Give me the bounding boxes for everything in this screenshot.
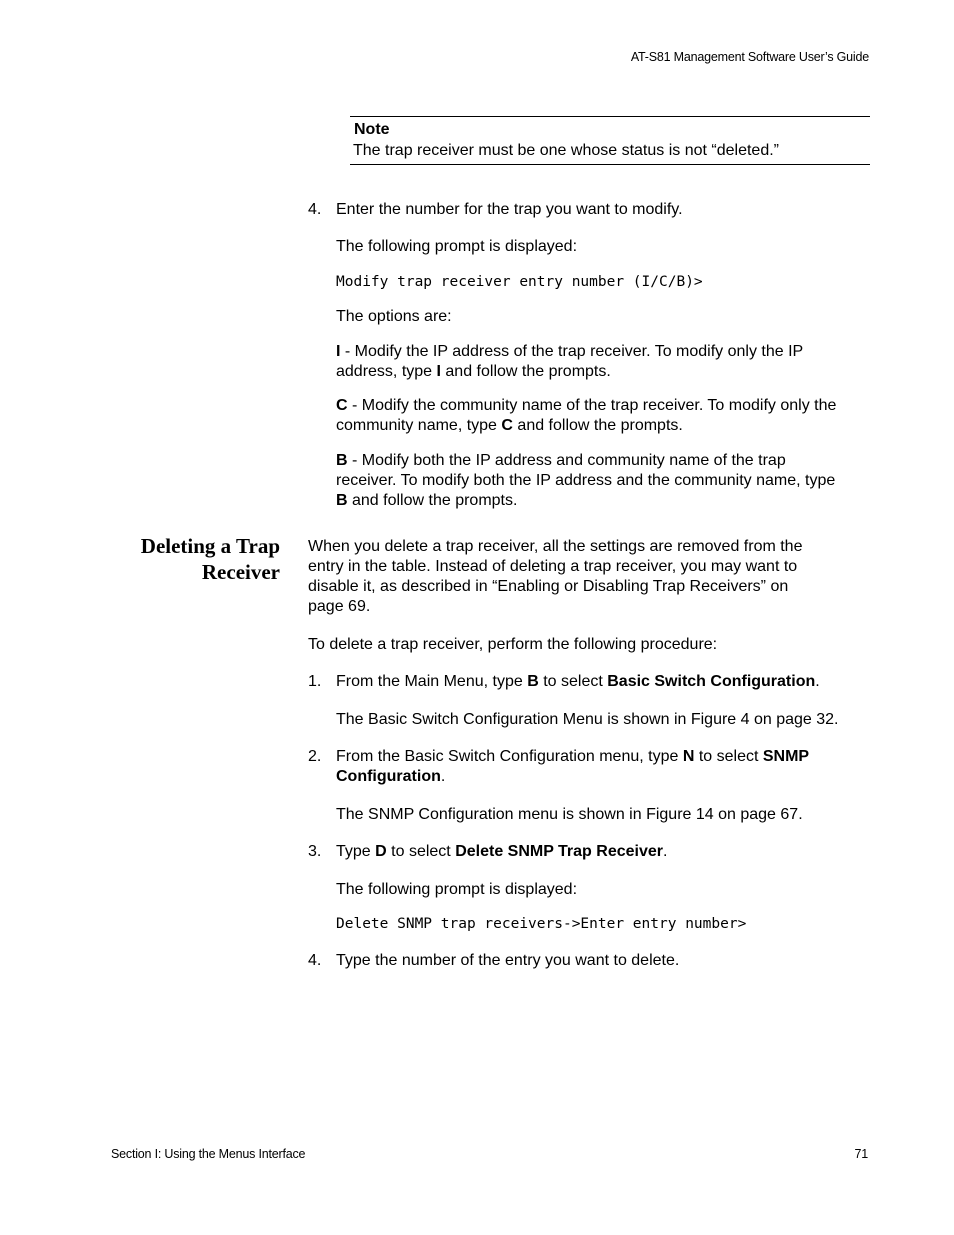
- step-result: The SNMP Configuration menu is shown in Figure 14 on page 67.: [336, 806, 803, 823]
- section-intro: When you delete a trap receiver, all the settings are removed from the entry in the table. Instead of deleting a trap receiver, you may want to disable it, as described in “Enabling or Disabling Trap Receivers” on page 69.: [308, 538, 803, 615]
- prompt-intro: The following prompt is displayed:: [336, 238, 578, 255]
- prompt-code: Modify trap receiver entry number (I/C/B)>: [336, 274, 703, 290]
- option-key: I: [336, 343, 341, 360]
- step-number: 4.: [308, 201, 322, 218]
- step-number: 2.: [308, 748, 322, 765]
- section-heading: Deleting a Trap Receiver: [140, 534, 280, 584]
- page-number: 71: [854, 1147, 868, 1161]
- option-key: C: [336, 397, 348, 414]
- option-i: I - Modify the IP address of the trap receiver. To modify only the IP address, type I and follow the prompts.: [336, 343, 804, 380]
- option-key: B: [336, 452, 348, 469]
- option-c: C - Modify the community name of the trap receiver. To modify only the community name, type C and follow the prompts.: [336, 397, 837, 434]
- step-text: Enter the number for the trap you want to modify.: [336, 201, 683, 218]
- footer-section: Section I: Using the Menus Interface: [111, 1147, 306, 1161]
- note-title: Note: [354, 121, 390, 138]
- step-text: Type the number of the entry you want to delete.: [336, 952, 680, 969]
- step-text: Type D to select Delete SNMP Trap Receiver.: [336, 843, 668, 860]
- step-text: From the Main Menu, type B to select Basic Switch Configuration.: [336, 673, 820, 690]
- prompt-intro: The following prompt is displayed:: [336, 881, 578, 898]
- running-header: AT-S81 Management Software User’s Guide: [630, 50, 869, 64]
- step-text: From the Basic Switch Configuration menu, type N to select SNMP Configuration.: [336, 748, 810, 785]
- step-number: 1.: [308, 673, 322, 690]
- step-result: The Basic Switch Configuration Menu is shown in Figure 4 on page 32.: [336, 711, 839, 728]
- step-number: 3.: [308, 843, 322, 860]
- prompt-code: Delete SNMP trap receivers->Enter entry number>: [336, 916, 747, 932]
- option-b: B - Modify both the IP address and community name of the trap receiver. To modify both the IP address and the community name, type B and follow the prompts.: [336, 452, 836, 509]
- procedure-intro: To delete a trap receiver, perform the following procedure:: [308, 636, 718, 653]
- step-number: 4.: [308, 952, 322, 969]
- options-intro: The options are:: [336, 308, 452, 325]
- note-box: [350, 116, 870, 165]
- note-text: The trap receiver must be one whose status is not “deleted.”: [353, 142, 779, 159]
